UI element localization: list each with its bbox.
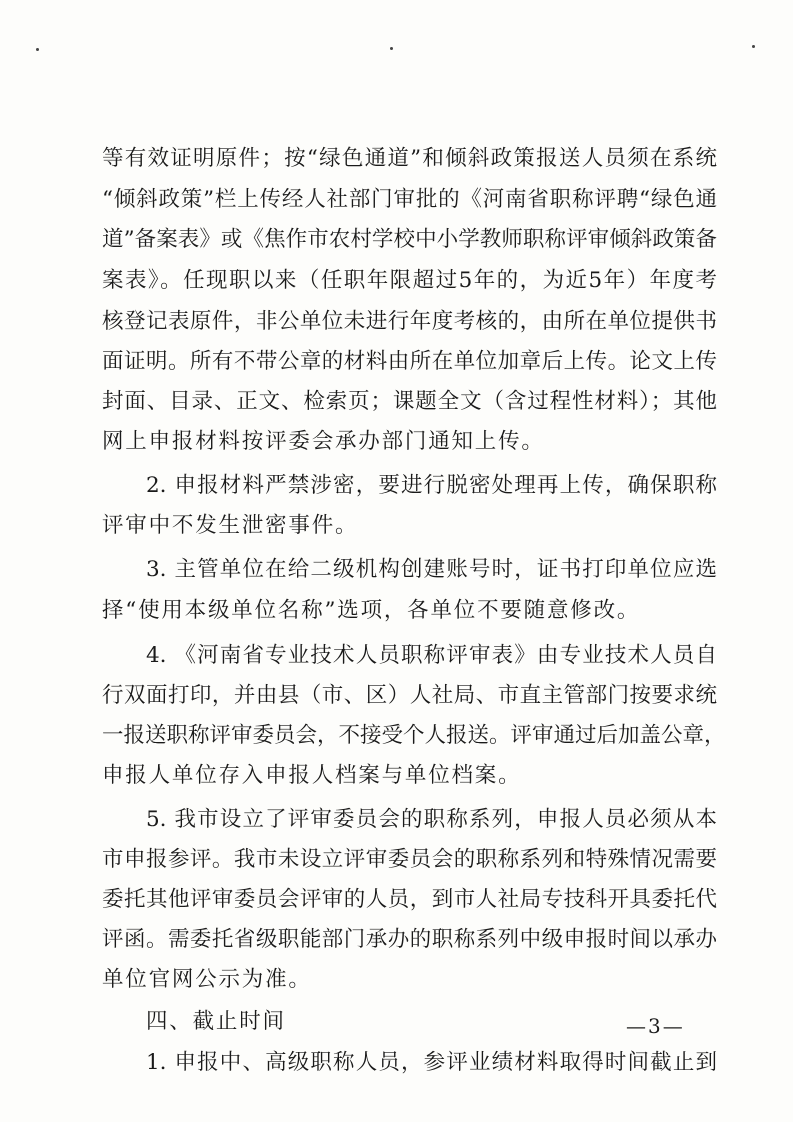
page-number: —3— [626, 1014, 685, 1038]
scan-speck [752, 45, 755, 48]
paragraph-line: 委托其他评审委员会评审的人员，到市人社局专技科开具委托代 [102, 887, 717, 912]
paragraph-line: 评审中不发生泄密事件。 [102, 513, 359, 538]
paragraph-line: 择“使用本级单位名称”选项，各单位不要随意修改。 [102, 598, 641, 623]
paragraph-line: 一报送职称评审委员会，不接受个人报送。评审通过后加盖公章， [102, 723, 726, 748]
paragraph-line: 网上申报材料按评委会承办部门通知上传。 [102, 429, 545, 454]
paragraph-line: 等有效证明原件；按“绿色通道”和倾斜政策报送人员须在系统 [102, 146, 717, 171]
paragraph-line: 5. 我市设立了评审委员会的职称系列，申报人员必须从本 [146, 807, 717, 832]
paragraph-line: 单位官网公示为准。 [102, 967, 312, 992]
paragraph-line: 4. 《河南省专业技术人员职称评审表》由专业技术人员自 [146, 643, 717, 668]
scan-speck [36, 48, 39, 51]
paragraph-line: 1. 申报中、高级职称人员，参评业绩材料取得时间截止到 [146, 1050, 717, 1075]
paragraph-line: 案表》。任现职以来（任职年限超过5年的，为近5年）年度考 [102, 268, 717, 293]
paragraph-line: 市申报参评。我市未设立评审委员会的职称系列和特殊情况需要 [102, 847, 717, 872]
paragraph-line: 评函。需委托省级职能部门承办的职称系列中级申报时间以承办 [102, 927, 717, 952]
paragraph-line: 申报人单位存入申报人档案与单位档案。 [102, 763, 522, 788]
paragraph-line: 道”备案表》或《焦作市农村学校中小学教师职称评审倾斜政策备 [102, 227, 717, 252]
paragraph-line: 面证明。所有不带公章的材料由所在单位加章后上传。论文上传 [102, 349, 717, 374]
scan-speck [390, 47, 393, 50]
paragraph-line: 封面、目录、正文、检索页；课题全文（含过程性材料）；其他 [102, 389, 717, 414]
section-heading: 四、截止时间 [146, 1009, 286, 1034]
paragraph-line: 核登记表原件，非公单位未进行年度考核的，由所在单位提供书 [102, 309, 717, 334]
paragraph-line: 3. 主管单位在给二级机构创建账号时，证书打印单位应选 [146, 557, 717, 582]
paragraph-line: “倾斜政策”栏上传经人社部门审批的《河南省职称评聘“绿色通 [102, 187, 717, 212]
paragraph-line: 2. 申报材料严禁涉密，要进行脱密处理再上传，确保职称 [146, 473, 717, 498]
paragraph-line: 行双面打印，并由县（市、区）人社局、市直主管部门按要求统 [102, 683, 717, 708]
